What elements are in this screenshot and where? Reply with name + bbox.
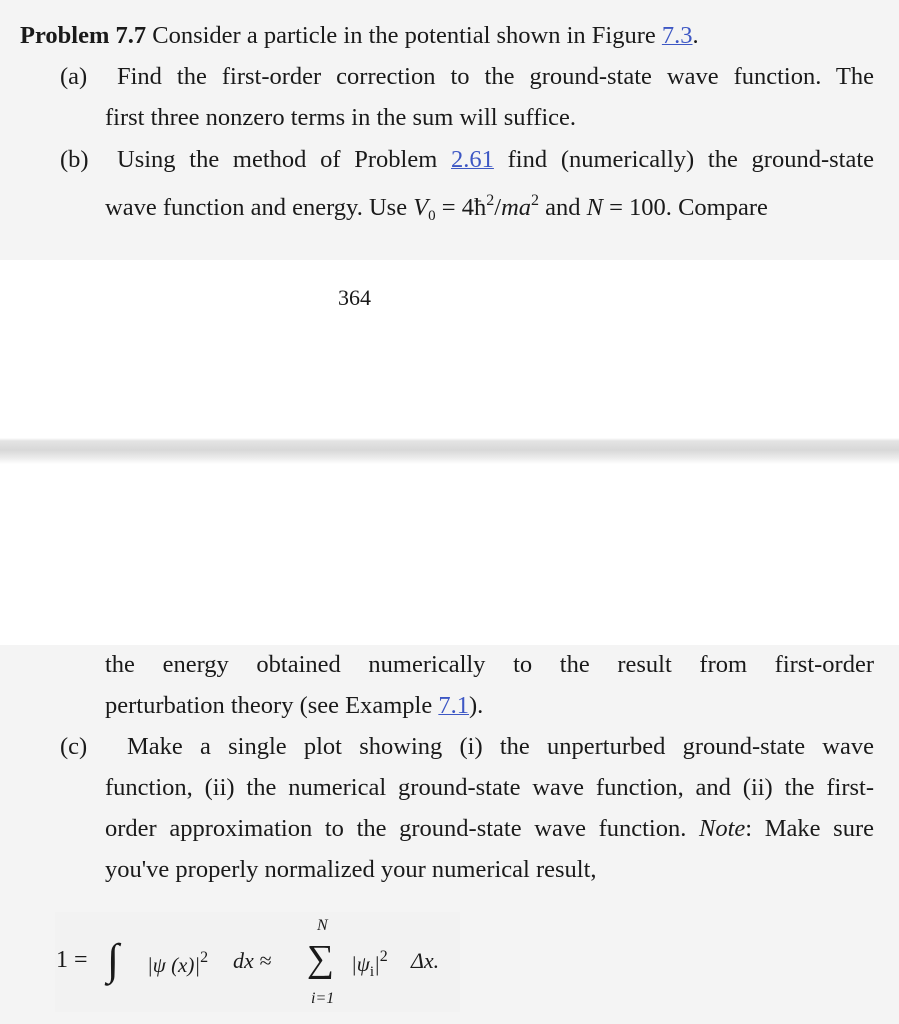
part-c-line-3 (105, 814, 874, 844)
sum-sign: ∑ (307, 938, 335, 980)
part-b-line-3: the energy obtained numerically to the result from first-order (105, 651, 874, 678)
and-word: and (545, 194, 581, 221)
part-c-line3-end: : Make sure (745, 815, 874, 842)
part-b-line4-end: ). (468, 692, 484, 719)
hbar-expression: = $4ħ^2/ma^2$ (441, 192, 540, 221)
integral-sign: ∫ (107, 935, 120, 984)
part-b-label: (b) (60, 146, 89, 173)
part-b-line1-start: Using the method of Problem (117, 146, 438, 173)
part-b-line1-end: find (numerically) the ground-state (507, 146, 875, 173)
part-a-line-2: first three nonzero terms in the sum will suffice. (105, 104, 577, 131)
part-c-line3-start: order approximation to the ground-state wave function. (105, 815, 687, 842)
page-divider (0, 438, 899, 464)
sum-lower-limit: i=1 (311, 990, 335, 1007)
normalization-formula (55, 912, 460, 1012)
intro-end: . (692, 22, 699, 49)
integrand: |ψ $(x)|^2$ (147, 949, 209, 977)
v0-symbol: $V_0$ (413, 194, 436, 224)
problem-link[interactable]: 2.61 (451, 146, 494, 173)
n-value: = 100. (609, 194, 672, 221)
formula-lhs: 1 = (56, 947, 88, 973)
part-b-line-4 (105, 691, 483, 721)
note-label: Note (699, 815, 746, 842)
page-number: 364 (338, 285, 371, 310)
problem-title: Problem 7.7 (20, 22, 147, 49)
part-b-line2-start: wave function and energy. Use (105, 194, 408, 221)
part-b-line-2 (105, 186, 768, 231)
problem-heading (20, 21, 699, 51)
part-c-label: (c) (60, 733, 88, 760)
part-a-line-1: Find the first-order correction to the ground-state wave function. The (117, 63, 874, 90)
part-a-label: (a) (60, 63, 88, 90)
example-link[interactable]: 7.1 (438, 692, 469, 719)
dx-approx: dx ≈ (233, 948, 272, 973)
part-b-line-1 (117, 145, 874, 175)
n-symbol: N (586, 194, 603, 221)
page-footer (0, 260, 899, 438)
part-c-line-4: you've properly normalized your numerical result, (105, 856, 597, 883)
part-c-line-1: Make a single plot showing (i) the unperturbed ground-state wave (127, 733, 874, 760)
compare-word: Compare (678, 194, 768, 221)
delta-x: Δx. (411, 948, 440, 973)
part-c-line-2: function, (ii) the numerical ground-state wave function, and (ii) the first- (105, 774, 874, 801)
sum-upper-limit: N (317, 917, 328, 934)
problem-intro: Consider a particle in the potential shown in Figure (152, 22, 656, 49)
figure-link[interactable]: 7.3 (661, 22, 693, 49)
sum-term: $|\psi_i|^2$ (351, 948, 388, 980)
part-b-line4-start: perturbation theory (see Example (105, 692, 433, 719)
